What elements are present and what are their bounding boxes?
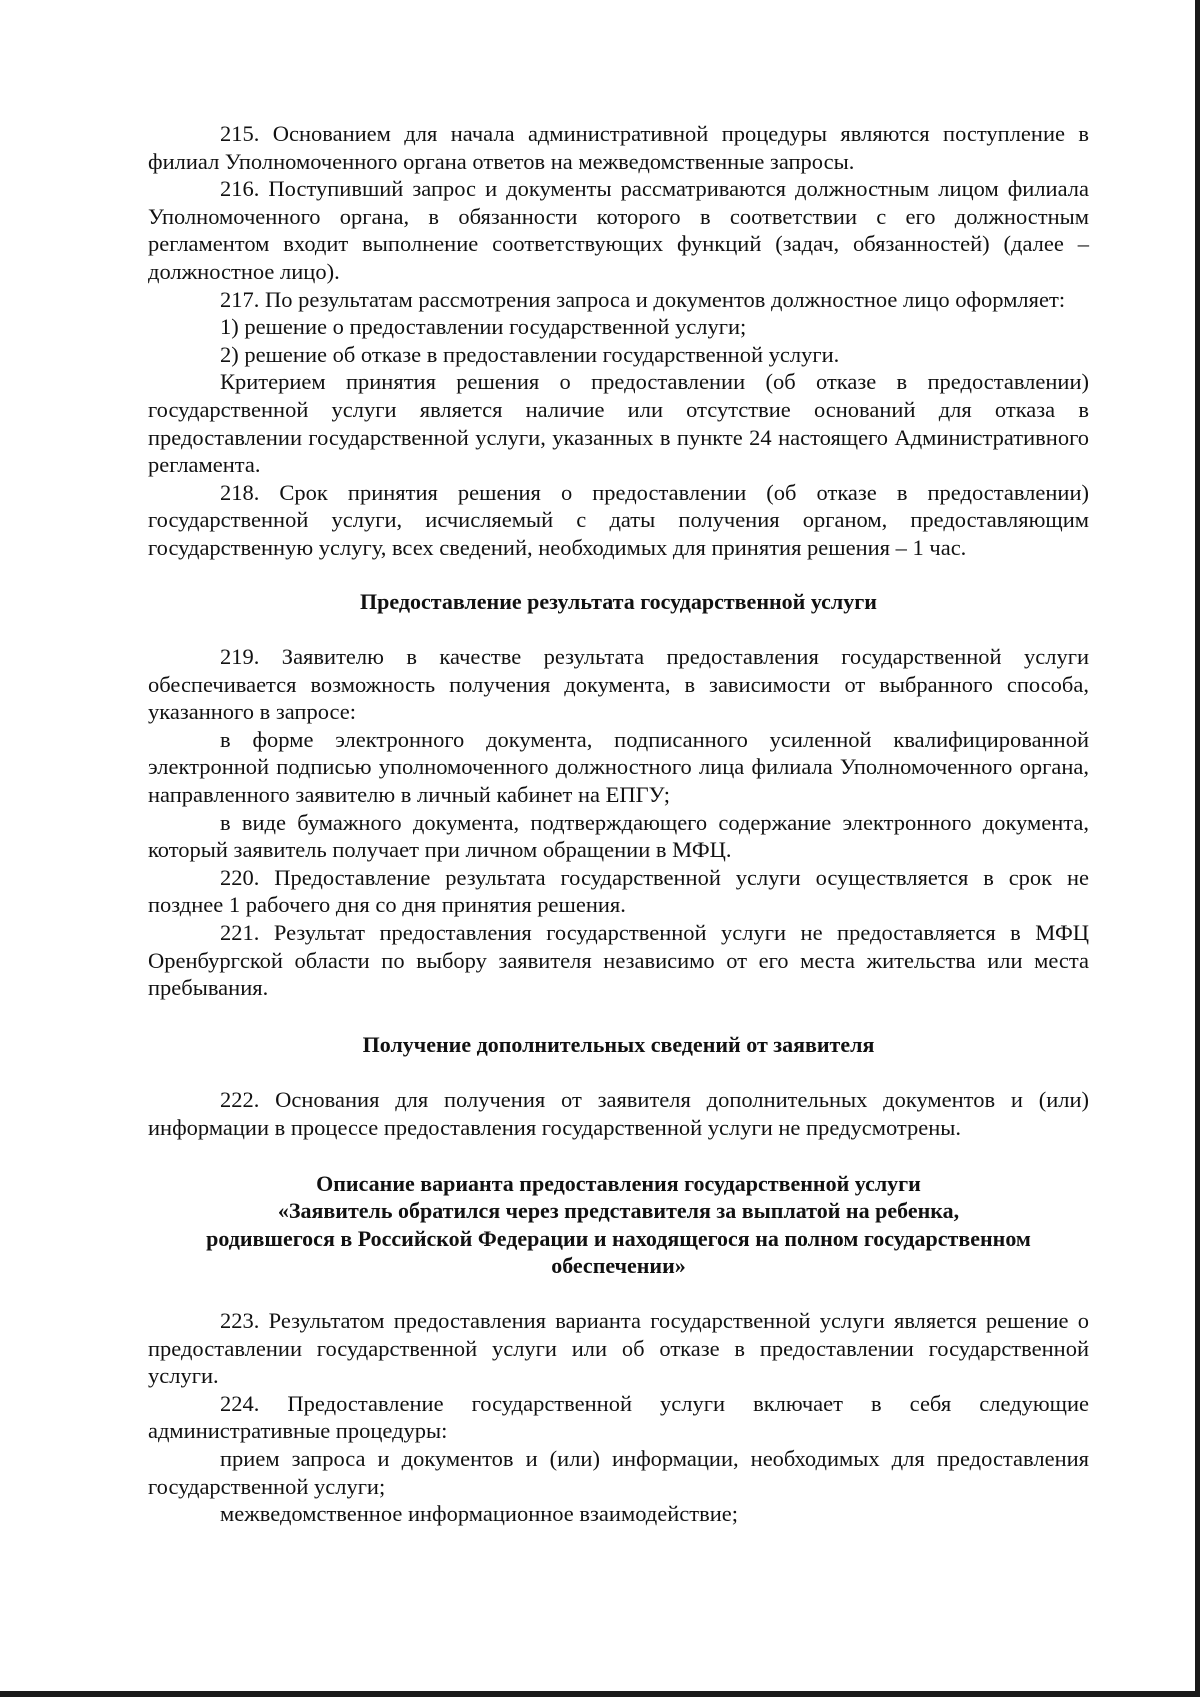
paragraph-219: 219. Заявителю в качестве результата предоставления государственной услуги обеспечивается возможность получения документа, в зависимости от выбранного способа, указанного в запросе: <box>148 644 1089 725</box>
heading-variant-line-1: Описание варианта предоставления государственной услуги <box>316 1170 921 1196</box>
scan-edge-right <box>1195 0 1200 1697</box>
list-item-219-1: в форме электронного документа, подписанного усиленной квалифицированной электронной подписью уполномоченного должностного лица филиала Уполномоченного органа, направленного заявителю в личный кабинет на ЕПГУ; <box>148 726 1089 808</box>
paragraph-221: 221. Результат предоставления государственной услуги не предоставляется в МФЦ Оренбургской области по выбору заявителя независимо от его места жительства или места пребывания. <box>148 920 1089 1001</box>
list-item-224-1: прием запроса и документов и (или) информации, необходимых для предоставления государственной услуги; <box>148 1445 1089 1499</box>
paragraph-222: 222. Основания для получения от заявителя дополнительных документов и (или) информации в процессе предоставления государственной услуги не предусмотрены. <box>148 1087 1089 1140</box>
paragraph-224: 224. Предоставление государственной услуги включает в себя следующие административные процедуры: <box>148 1390 1089 1444</box>
heading-variant-line-2: «Заявитель обратился через представителя за выплатой на ребенка, <box>277 1198 960 1224</box>
paragraph-216: 216. Поступивший запрос и документы рассматриваются должностным лицом филиала Уполномоченного органа, в обязанности которого в соответствии с его должностным регламентом входит выполнение соответствующих функций (задач, обязанностей) (далее – должностное лицо). <box>148 176 1089 284</box>
paragraph-217-criteria: Критерием принятия решения о предоставлении (об отказе в предоставлении) государственной услуги является наличие или отсутствие оснований для отказа в предоставлении государственной услуги, указанных в пункте 24 настоящего Административного регламента. <box>148 369 1089 478</box>
list-item-219-2: в виде бумажного документа, подтверждающего содержание электронного документа, который заявитель получает при личном обращении в МФЦ. <box>148 809 1089 863</box>
section-heading-result: Предоставление результата государственной услуги <box>360 588 877 614</box>
paragraph-217: 217. По результатам рассмотрения запроса и документов должностное лицо оформляет: <box>220 286 1066 312</box>
document-page <box>148 120 1089 1528</box>
list-item-217-2: 2) решение об отказе в предоставлении государственной услуги. <box>220 341 840 367</box>
paragraph-215: 215. Основанием для начала административной процедуры являются поступление в филиал Уполномоченного органа ответов на межведомственные запросы. <box>148 121 1089 174</box>
section-heading-additional-info: Получение дополнительных сведений от заявителя <box>362 1031 875 1057</box>
list-item-217-1: 1) решение о предоставлении государственной услуги; <box>220 314 747 340</box>
list-item-224-2: межведомственное информационное взаимодействие; <box>220 1501 738 1527</box>
paragraph-223: 223. Результатом предоставления варианта государственной услуги является решение о предоставлении государственной услуги или об отказе в предоставлении государственной услуги. <box>148 1307 1089 1389</box>
paragraph-218: 218. Срок принятия решения о предоставлении (об отказе в предоставлении) государственной услуги, исчисляемый с даты получения органом, предоставляющим государственную услугу, всех сведений, необходимых для принятия решения – 1 час. <box>148 479 1089 560</box>
heading-variant-line-3: родившегося в Российской Федерации и находящегося на полном государственном обеспечении» <box>206 1225 1031 1279</box>
paragraph-220: 220. Предоставление результата государственной услуги осуществляется в срок не позднее 1 рабочего дня со дня принятия решения. <box>148 864 1089 918</box>
section-heading-variant <box>148 1170 1089 1280</box>
scan-edge-bottom <box>0 1691 1200 1697</box>
